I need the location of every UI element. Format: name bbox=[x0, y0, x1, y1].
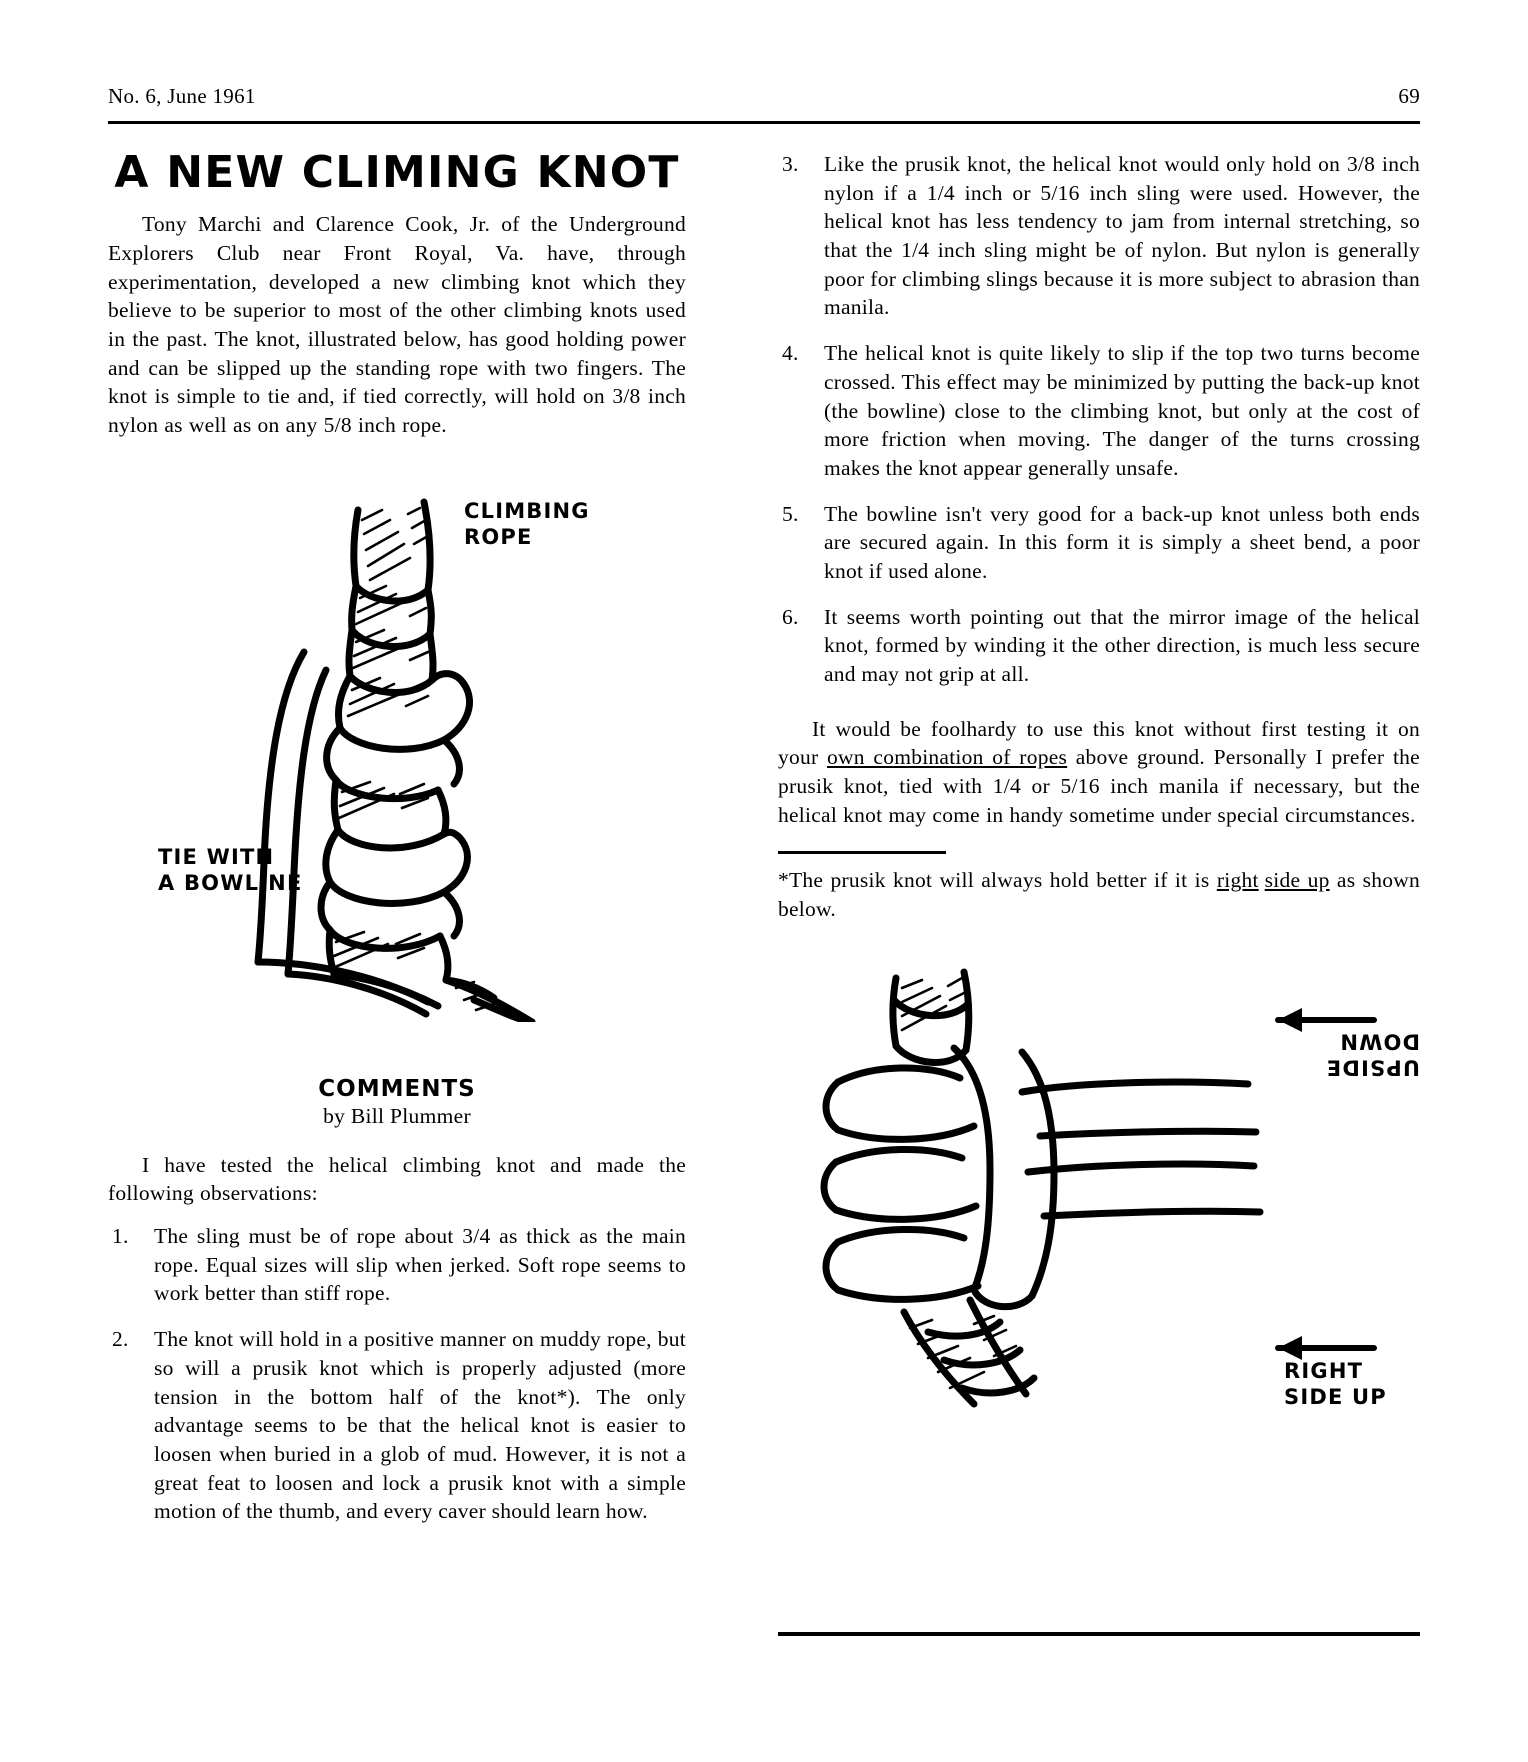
figure-prusik-knot bbox=[778, 960, 1420, 1430]
left-column bbox=[108, 147, 686, 1543]
climbing-rope-label-line1: CLIMBING bbox=[464, 498, 590, 523]
comments-section bbox=[108, 1076, 686, 1526]
list-item-text: The sling must be of rope about 3/4 as thick as the main rope. Equal sizes will slip when jerked. Soft rope seems to work better than stiff rope. bbox=[154, 1224, 686, 1306]
footer-divider bbox=[778, 1632, 1420, 1636]
footnote-divider bbox=[778, 851, 946, 854]
page-header bbox=[108, 84, 1420, 109]
closing-paragraph bbox=[778, 715, 1420, 830]
comments-byline: by Bill Plummer bbox=[323, 1103, 471, 1128]
page-title: A NEW CLIMING KNOT bbox=[114, 147, 680, 198]
figure-label-climbing-rope bbox=[464, 498, 590, 551]
comments-list bbox=[108, 1222, 686, 1526]
bowline-label-line1: TIE WITH bbox=[158, 844, 275, 869]
list-item bbox=[778, 603, 1420, 689]
list-item-number: 5. bbox=[782, 501, 799, 526]
right-side-up-text: RIGHT SIDE UP bbox=[1284, 1359, 1387, 1410]
closing-text-after: above ground. Personally I prefer the prusik knot, tied with 1/4 or 5/16 inch manila if necessary, but the helical knot may come in handy sometime under special circumstances. bbox=[778, 745, 1420, 827]
list-item-text: The bowline isn't very good for a back-up knot unless both ends are secured again. In this form it is simply a sheet bend, a poor knot if used alone. bbox=[824, 501, 1420, 583]
list-item-number: 6. bbox=[782, 604, 799, 629]
right-column bbox=[778, 150, 1420, 1430]
footnote bbox=[778, 866, 1420, 924]
list-item-number: 3. bbox=[782, 152, 799, 176]
figure-label-tie-with-bowline bbox=[158, 844, 303, 897]
closing-text-underlined: own combination of ropes bbox=[827, 745, 1068, 770]
page-number: 69 bbox=[1398, 84, 1420, 108]
bowline-label-line2: A BOWLINE bbox=[158, 870, 303, 895]
list-item-text: Like the prusik knot, the helical knot would only hold on 3/8 inch nylon if a 1/4 inch or 5/16 inch sling were used. However, the helical knot has less tendency to jam from internal stretching, so that the 1/4 inch sling might be of nylon. But nylon is generally poor for climbing slings because it is more subject to abrasion than manila. bbox=[824, 152, 1420, 320]
footnote-text-after: as shown below. bbox=[778, 868, 1420, 922]
climbing-rope-label-line2: ROPE bbox=[464, 524, 533, 549]
figure-label-upside-down bbox=[1284, 1028, 1420, 1081]
closing-text-before: It would be foolhardy to use this knot without first testing it on your bbox=[778, 716, 1420, 770]
figure-helical-knot bbox=[108, 462, 686, 1082]
list-item bbox=[778, 500, 1420, 586]
footnote-underlined-right: right bbox=[1216, 868, 1259, 893]
list-item bbox=[108, 1325, 686, 1526]
header-divider bbox=[108, 121, 1420, 124]
list-item bbox=[778, 339, 1420, 482]
list-item-text: The knot will hold in a positive manner on muddy rope, but so will a prusik knot which is properly adjusted (more tension in the bottom half of the knot*). The only advantage seems to be that the helical knot is easier to loosen when buried in a glob of mud. However, it is not a great feat to loosen and lock a prusik knot with a simple motion of the thumb, and every caver should learn how. bbox=[154, 1327, 686, 1524]
list-item-text: The helical knot is quite likely to slip if the top two turns become crossed. This effect may be minimized by putting the back-up knot (the bowline) close to the climbing knot, but only at the cost of more friction when moving. The danger of the turns crossing makes the knot appear generally unsafe. bbox=[824, 341, 1420, 480]
comments-heading: COMMENTS bbox=[318, 1075, 476, 1102]
header-issue: No. 6, June 1961 bbox=[108, 84, 256, 108]
list-item bbox=[778, 150, 1420, 322]
comments-intro: I have tested the helical climbing knot and made the following observations: bbox=[108, 1152, 686, 1206]
list-item-number: 1. bbox=[112, 1224, 129, 1249]
list-item-text: It seems worth pointing out that the mirror image of the helical knot, formed by winding it the other direction, is much less secure and may not grip at all. bbox=[824, 604, 1420, 686]
footnote-text-before: *The prusik knot will always hold better if it is bbox=[778, 868, 1217, 893]
figure-label-right-side-up bbox=[1284, 1358, 1420, 1411]
list-item-number: 2. bbox=[112, 1327, 129, 1352]
right-column-list bbox=[778, 150, 1420, 689]
list-item bbox=[108, 1222, 686, 1308]
upside-down-text: UPSIDE DOWN bbox=[1325, 1029, 1420, 1080]
helical-knot-drawing bbox=[108, 462, 686, 1022]
intro-paragraph: Tony Marchi and Clarence Cook, Jr. of the Underground Explorers Club near Front Royal, Va. have, through experimentation, developed a new climbing knot which they believe to be superior to most of the other climbing knots used in the past. The knot, illustrated below, has good holding power and can be slipped up the standing rope with two fingers. The knot is simple to tie and, if tied correctly, will hold on 3/8 inch nylon as well as on any 5/8 inch rope. bbox=[108, 212, 686, 437]
list-item-number: 4. bbox=[782, 341, 799, 366]
footnote-underlined-sideup: side up bbox=[1264, 868, 1330, 893]
